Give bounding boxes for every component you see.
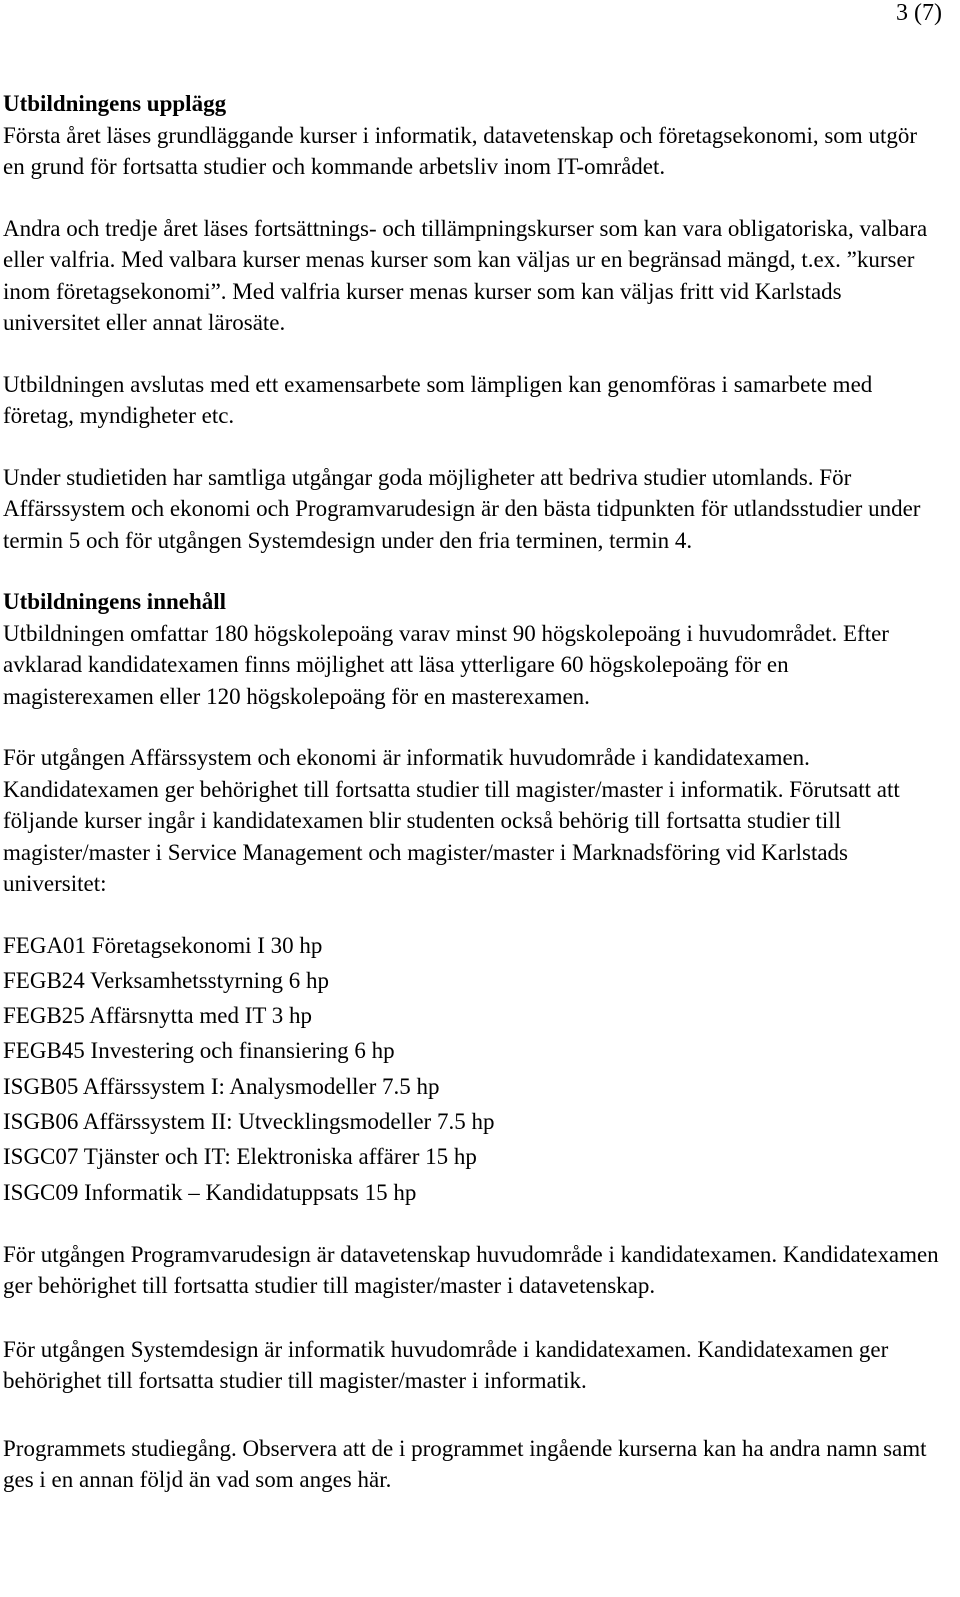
paragraph-innehall-3: För utgången Programvarudesign är datavetenskap huvudområde i kandidatexamen. Kandidatexamen ger behörighet till fortsatta studier till magister/master i datavetenskap. [3,1241,939,1299]
section-upplagg [3,88,943,556]
paragraph-innehall-2: För utgången Affärssystem och ekonomi är informatik huvudområde i kandidatexamen. Kandidatexamen ger behörighet till fortsatta studier till magister/master i informatik. Förutsatt att följande kurser ingår i kandidatexamen blir studenten också behörig till fortsatta studier till magister/master i Service Management och magister/master i Marknadsföring vid Karlstads universitet: [3,745,900,896]
course-item: FEGB45 Investering och finansiering 6 hp [3,1038,395,1064]
course-item: ISGB05 Affärssystem I: Analysmodeller 7.5 hp [3,1073,440,1099]
course-list [3,928,943,1210]
paragraph-innehall-5: Programmets studiegång. Observera att de i programmet ingående kurserna kan ha andra namn samt ges i en annan följd än vad som anges här. [3,1435,927,1493]
course-item: ISGC09 Informatik – Kandidatuppsats 15 hp [3,1179,417,1205]
course-item: ISGC07 Tjänster och IT: Elektroniska affärer 15 hp [3,1144,477,1170]
paragraph-upplagg-4: Under studietiden har samtliga utgångar goda möjligheter att bedriva studier utomlands. För Affärssystem och ekonomi och Programvarudesign är den bästa tidpunkten för utlandsstudier under termin 5 och för utgången Systemdesign under den fria terminen, termin 4. [3,464,921,553]
paragraph-upplagg-3: Utbildningen avslutas med ett examensarbete som lämpligen kan genomföras i samarbete med företag, myndigheter etc. [3,371,873,428]
section-heading-upplagg: Utbildningens upplägg [3,91,227,116]
course-item: FEGA01 Företagsekonomi I 30 hp [3,932,323,958]
paragraph-upplagg-1: Första året läses grundläggande kurser i informatik, datavetenskap och företagsekonomi, som utgör en grund för fortsatta studier och kommande arbetsliv inom IT-området. [3,122,917,179]
section-innehall [3,586,943,1496]
section-heading-innehall: Utbildningens innehåll [3,589,227,614]
document-body [3,88,943,1496]
paragraph-innehall-4: För utgången Systemdesign är informatik huvudområde i kandidatexamen. Kandidatexamen ger behörighet till fortsatta studier till magister/master i informatik. [3,1336,889,1394]
page-number: 3 (7) [896,0,942,26]
paragraph-upplagg-2: Andra och tredje året läses fortsättnings- och tillämpningskurser som kan vara obligatoriska, valbara eller valfria. Med valbara kurser menas kurser som kan väljas ur en begränsad mängd, t.ex. ”kurser inom företagsekonomi”. Med valfria kurser menas kurser som kan väljas fritt vid Karlstads universitet eller annat lärosäte. [3,215,928,335]
course-item: ISGB06 Affärssystem II: Utvecklingsmodeller 7.5 hp [3,1108,495,1134]
paragraph-innehall-1: Utbildningen omfattar 180 högskolepoäng varav minst 90 högskolepoäng i huvudområdet. Efter avklarad kandidatexamen finns möjlighet att läsa ytterligare 60 högskolepoäng för en magisterexamen eller 120 högskolepoäng för en masterexamen. [3,620,889,709]
course-item: FEGB24 Verksamhetsstyrning 6 hp [3,967,330,993]
course-item: FEGB25 Affärsnytta med IT 3 hp [3,1003,312,1029]
